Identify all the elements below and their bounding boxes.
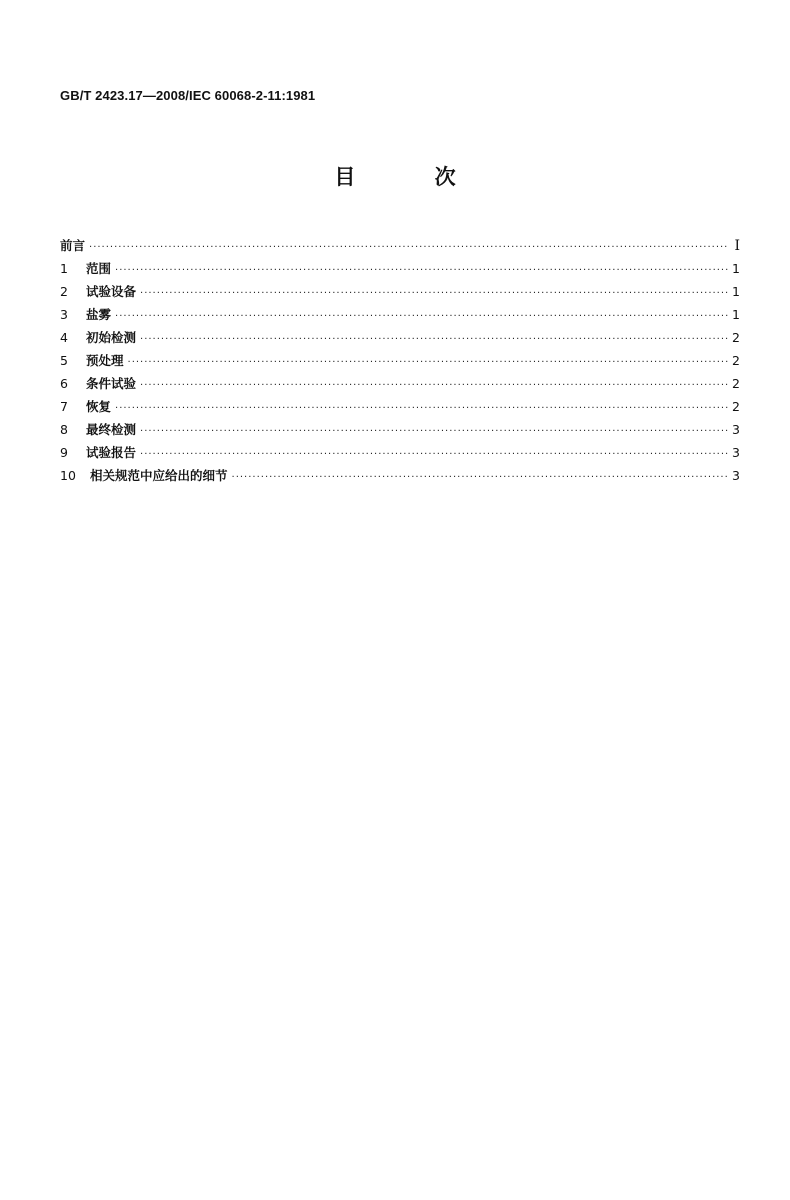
toc-entry-number: 8 xyxy=(60,422,68,437)
toc-entry-label: 盐雾 xyxy=(86,307,112,322)
toc-entry-initial-measurements[interactable] xyxy=(60,326,740,349)
toc-entry-label: 相关规范中应给出的细节 xyxy=(90,468,228,483)
toc-entry-page: 3 xyxy=(732,468,740,483)
toc-leader-dots xyxy=(140,443,728,466)
toc-entry-label: 试验设备 xyxy=(86,284,137,299)
standard-number-header: GB/T 2423.17—2008/IEC 60068-2-11:1981 xyxy=(60,88,316,103)
toc-entry-number: 4 xyxy=(60,330,68,345)
toc-entry-page: 2 xyxy=(732,330,740,345)
toc-entry-page: 2 xyxy=(732,376,740,391)
toc-entry-final-measurements[interactable] xyxy=(60,418,740,441)
toc-entry-test-report[interactable] xyxy=(60,441,740,464)
toc-entry-recovery[interactable] xyxy=(60,395,740,418)
toc-entry-scope[interactable] xyxy=(60,257,740,280)
toc-leader-dots xyxy=(128,351,728,374)
toc-entry-label: 条件试验 xyxy=(86,376,137,391)
toc-entry-specification-details[interactable] xyxy=(60,464,740,487)
toc-entry-number: 2 xyxy=(60,284,68,299)
toc-entry-label: 最终检测 xyxy=(86,422,137,437)
toc-entry-page: 2 xyxy=(732,353,740,368)
toc-entry-number: 1 xyxy=(60,261,68,276)
toc-leader-dots xyxy=(115,305,728,328)
toc-entry-page: 3 xyxy=(732,422,740,437)
toc-entry-page: 1 xyxy=(732,307,740,322)
toc-entry-label: 前言 xyxy=(60,238,86,253)
toc-entry-preconditioning[interactable] xyxy=(60,349,740,372)
toc-entry-number: 6 xyxy=(60,376,68,391)
toc-entry-label: 恢复 xyxy=(86,399,112,414)
toc-entry-preface[interactable] xyxy=(60,234,740,257)
toc-entry-label: 初始检测 xyxy=(86,330,137,345)
toc-leader-dots xyxy=(115,259,728,282)
toc-entry-label: 预处理 xyxy=(86,353,124,368)
toc-entry-number: 10 xyxy=(60,468,76,483)
toc-leader-dots xyxy=(140,282,728,305)
toc-entry-conditioning[interactable] xyxy=(60,372,740,395)
toc-entry-number: 3 xyxy=(60,307,68,322)
toc-entry-number: 7 xyxy=(60,399,68,414)
toc-entry-page: 1 xyxy=(732,284,740,299)
toc-entry-page: 2 xyxy=(732,399,740,414)
toc-entry-number: 9 xyxy=(60,445,68,460)
toc-leader-dots xyxy=(115,397,728,420)
table-of-contents xyxy=(60,234,740,487)
toc-entry-page: Ⅰ xyxy=(734,238,740,254)
toc-entry-page: 3 xyxy=(732,445,740,460)
toc-leader-dots xyxy=(140,374,728,397)
toc-entry-salt-mist[interactable] xyxy=(60,303,740,326)
toc-entry-label: 范围 xyxy=(86,261,112,276)
toc-leader-dots xyxy=(140,328,728,351)
toc-entry-label: 试验报告 xyxy=(86,445,137,460)
toc-entry-page: 1 xyxy=(732,261,740,276)
toc-entry-number: 5 xyxy=(60,353,68,368)
toc-title: 目 次 xyxy=(334,165,492,189)
toc-entry-test-apparatus[interactable] xyxy=(60,280,740,303)
toc-leader-dots xyxy=(140,420,728,443)
toc-leader-dots xyxy=(89,236,728,259)
toc-leader-dots xyxy=(232,466,728,489)
